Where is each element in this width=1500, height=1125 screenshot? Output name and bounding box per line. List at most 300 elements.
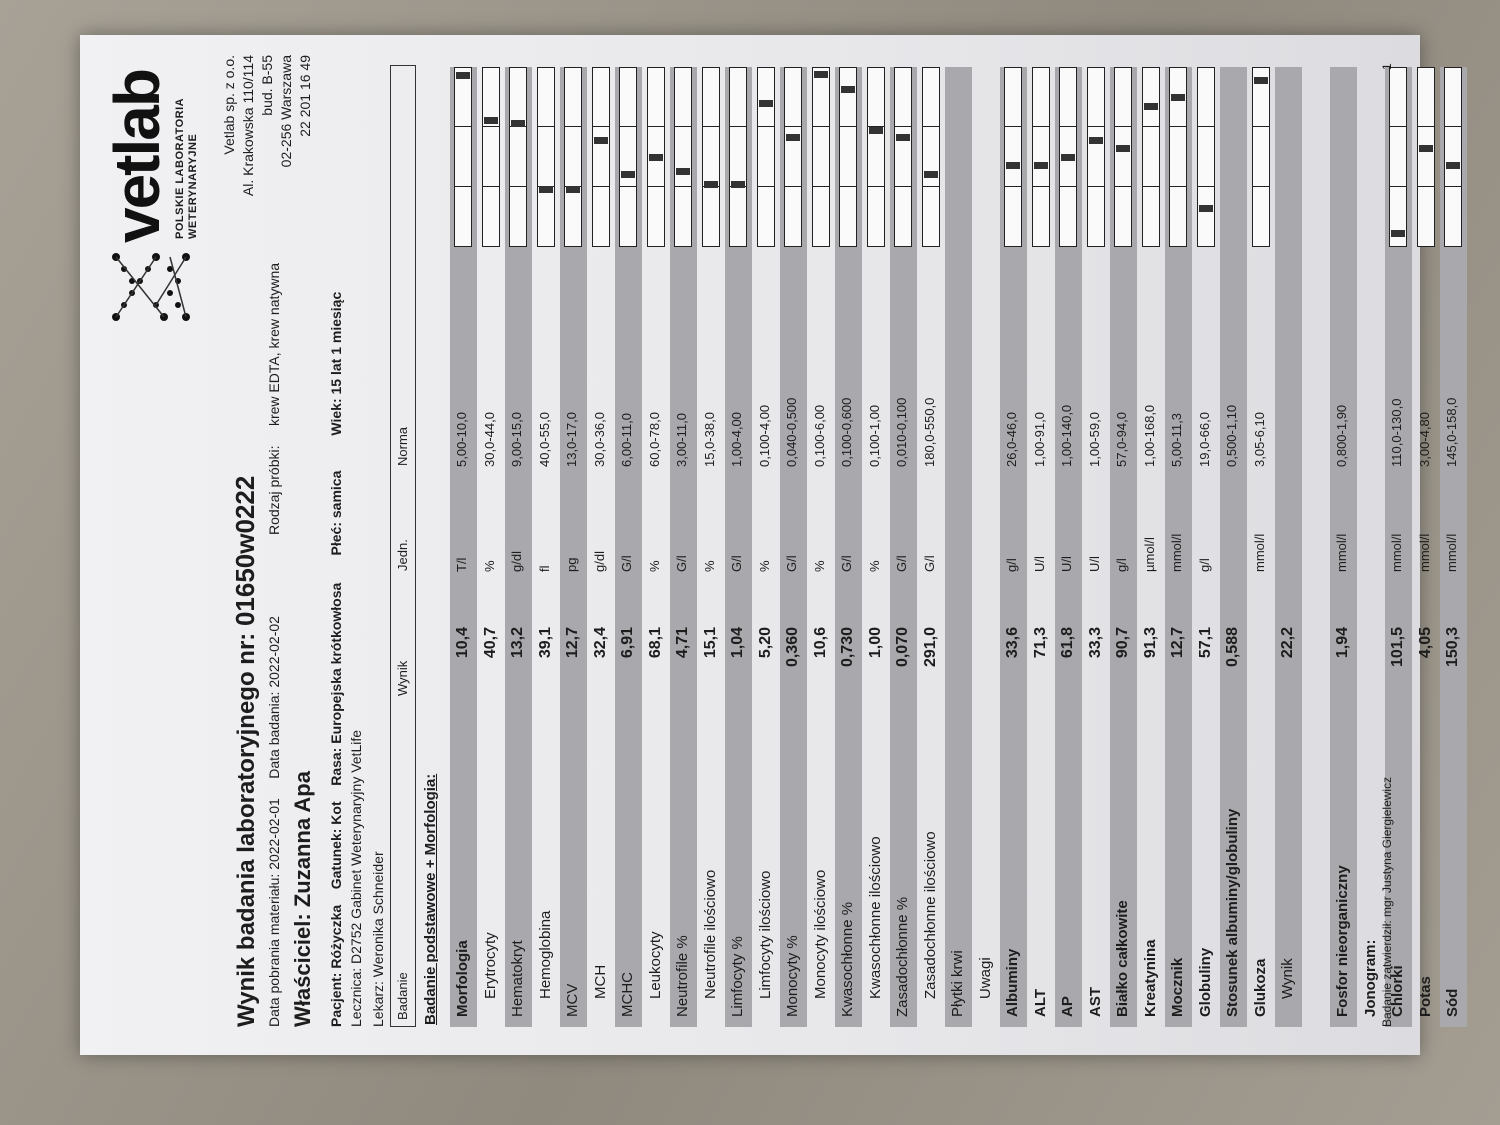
test-name: ALT [1031,988,1049,1017]
range-indicator [757,67,775,247]
range-mid-segment [840,126,856,188]
lab-report-sheet [80,35,1461,1055]
range-low-segment [1033,186,1049,246]
table-row [973,67,1000,1027]
report-title-label: Wynik badania laboratoryjnego nr: [233,632,260,1027]
table-row [1110,67,1137,1027]
range-mid-segment [1445,126,1461,188]
test-unit: G/l [619,555,634,572]
range-indicator [702,67,720,247]
range-marker [814,71,828,78]
range-indicator [592,67,610,247]
range-marker [759,100,773,107]
table-row [1055,67,1082,1027]
range-indicator [1252,67,1270,247]
range-mid-segment [1390,126,1406,188]
range-mid-segment [1253,126,1269,188]
range-low-segment [538,186,554,246]
test-unit: G/l [894,555,909,572]
test-result: 6,91 [619,627,636,659]
range-low-segment [1418,186,1434,246]
range-low-segment [730,186,746,246]
range-marker [924,171,938,178]
range-low-segment [593,186,609,246]
range-mid-segment [1115,126,1131,188]
range-low-segment [1060,186,1076,246]
sex-value: samica [328,470,344,519]
test-result: 22,2 [1279,627,1296,659]
range-low-segment [1253,186,1269,246]
lab-address-line: Vetlab sp. z o.o. [221,55,237,155]
test-unit: g/dl [591,551,607,572]
test-norm: 19,0-66,0 [1196,412,1212,467]
test-result: 0,360 [784,627,801,668]
range-low-segment [455,186,471,246]
range-indicator [812,67,830,247]
range-mid-segment [703,126,719,188]
range-marker [1144,103,1158,110]
test-unit: % [481,560,497,572]
test-name: Monocyty ilościowo [811,869,829,999]
range-mid-segment [1170,126,1186,188]
table-row [753,67,780,1027]
test-result: 291,0 [921,627,939,668]
test-name: Limfocyty ilościowo [756,870,774,999]
test-norm: 0,800-1,90 [1334,404,1349,467]
test-name: Uwagi [976,957,994,999]
table-row [1165,67,1192,1027]
range-indicator [1197,67,1215,247]
table-row [835,67,862,1027]
range-indicator [619,67,637,247]
test-norm: 5,00-11,3 [1169,413,1184,467]
test-name: Zasadochłonne % [894,896,911,1017]
test-norm: 0,100-4,00 [756,404,772,467]
test-result: 150,3 [1444,627,1461,668]
range-marker [1419,145,1433,152]
age-value: 15 lat 1 miesiąc [328,291,344,395]
range-mid-segment [758,126,774,188]
test-name: Morfologia [454,940,471,1017]
test-name: Stosunek albuminy/globuliny [1224,808,1241,1017]
range-indicator [894,67,912,247]
table-row [505,67,532,1027]
table-row [478,67,505,1027]
test-result: 61,8 [1059,627,1076,659]
test-name: Erytrocyty [481,932,499,999]
test-unit: G/l [784,555,799,572]
table-row [1000,67,1027,1027]
test-unit: mmol/l [1334,533,1349,572]
header-unit: Jedn. [395,539,410,571]
test-name: Białko całkowite [1114,900,1131,1017]
test-unit: µmol/l [1141,537,1157,572]
test-unit: pg [564,557,579,572]
test-norm: 6,00-11,0 [619,413,634,467]
range-mid-segment [593,126,609,188]
range-marker [869,127,883,134]
test-name: Globuliny [1196,947,1214,1017]
table-row [1193,67,1220,1027]
range-marker [484,117,498,124]
range-low-segment [1115,186,1131,246]
patient-label: Pacjent: [328,972,344,1027]
test-unit: G/l [839,555,854,572]
range-mid-segment [538,126,554,188]
table-row [780,67,807,1027]
range-marker [704,181,718,188]
breed-label: Rasa: [328,747,344,786]
test-unit: G/l [921,555,937,572]
test-unit: % [811,560,827,572]
range-mid-segment [1005,126,1021,188]
test-name: Neutrofile % [674,935,691,1017]
test-name: Potas [1416,976,1434,1017]
range-mid-segment [483,126,499,188]
test-norm: 110,0-130,0 [1389,398,1404,467]
sample-type-label: Rodzaj próbki: [266,445,282,535]
test-norm: 0,010-0,100 [894,397,909,467]
table-row [1138,67,1165,1027]
test-name: Wynik [1279,958,1296,999]
range-marker [731,181,745,188]
range-low-segment [813,186,829,246]
range-marker [1199,205,1213,212]
range-low-segment [1170,186,1186,246]
range-marker [594,137,608,144]
test-name: Limfocyty % [729,936,746,1017]
test-norm: 1,00-59,0 [1086,412,1102,467]
test-norm: 0,500-1,10 [1224,404,1239,467]
range-low-segment [483,186,499,246]
test-name: Płytki krwi [949,950,966,1017]
test-norm: 5,00-10,0 [454,412,469,467]
test-name: Sód [1444,988,1461,1017]
range-indicator [867,67,885,247]
range-low-segment [648,186,664,246]
table-row [588,67,615,1027]
range-indicator [1087,67,1105,247]
test-name: Zasadochłonne ilościowo [921,831,939,999]
test-result: 13,2 [509,627,526,659]
range-marker [1034,162,1048,169]
sample-type [266,263,282,535]
test-name: AP [1059,996,1076,1017]
report-dates [266,616,282,1027]
test-norm: 40,0-55,0 [536,412,552,467]
table-row [1028,67,1055,1027]
test-name: Hemoglobina [536,910,554,999]
test-result: 4,71 [674,627,691,659]
range-low-segment [703,186,719,246]
clinic-line: Lecznica: D2752 Gabinet Weterynaryjny VetLife [348,729,364,1027]
range-mid-segment [813,126,829,188]
patient-line [328,292,344,1027]
range-indicator [1417,67,1435,247]
range-indicator [1059,67,1077,247]
table-row [1330,67,1357,1027]
test-unit: mmol/l [1389,533,1404,572]
test-unit: mmol/l [1444,533,1459,572]
range-mid-segment [868,126,884,188]
range-mid-segment [1033,126,1049,188]
test-norm: 26,0-46,0 [1004,412,1019,467]
range-low-segment [675,186,691,246]
test-name: Kreatynina [1141,939,1159,1017]
test-norm: 1,00-168,0 [1141,404,1157,467]
range-indicator [1142,67,1160,247]
range-indicator [784,67,802,247]
table-row [1440,67,1467,1027]
species-value: Kot [328,801,344,825]
table-row [1303,67,1330,1027]
test-unit: mmol/l [1416,533,1432,572]
owner-name: Zuzanna Apa [290,771,315,908]
range-indicator [1389,67,1407,247]
lab-address [220,55,315,265]
test-norm: 180,0-550,0 [921,397,937,467]
test-name: Neutrofile ilościowo [701,869,719,999]
test-result: 0,730 [839,627,856,668]
range-indicator [922,67,940,247]
table-row [643,67,670,1027]
test-norm: 0,100-0,600 [839,397,854,467]
range-indicator [1114,67,1132,247]
test-unit: U/l [1031,556,1047,572]
test-unit: g/dl [509,551,524,572]
test-result: 15,1 [701,627,719,659]
test-unit: % [646,560,662,572]
test-unit: G/l [674,555,689,572]
test-name: Jonogram: [1361,939,1379,1017]
table-row [698,67,725,1027]
lab-address-line: 22 201 16 49 [297,55,313,137]
test-name: Kwasochłonne % [839,901,856,1017]
test-norm: 57,0-94,0 [1114,412,1129,467]
test-date: Data badania: 2022-02-02 [266,616,282,779]
test-name: Albuminy [1004,948,1021,1017]
table-header [390,65,416,1027]
range-indicator [1444,67,1462,247]
header-test: Badanie [395,972,410,1020]
range-mid-segment [620,126,636,188]
test-result: 1,94 [1334,627,1351,659]
test-norm: 0,100-1,00 [866,404,882,467]
page-number: 1 [1380,63,1394,70]
logo-subtitle-1: POLSKIE LABORATORIA [174,97,186,239]
range-marker [566,186,580,193]
sample-type-value: krew EDTA, krew natywna [266,262,282,427]
test-name: MCV [564,983,581,1017]
range-low-segment [1088,186,1104,246]
range-marker [841,86,855,93]
test-unit: g/l [1114,558,1129,572]
table-row [918,67,945,1027]
range-low-segment [1445,186,1461,246]
header-result: Wynik [395,660,410,696]
range-mid-segment [565,126,581,188]
range-low-segment [1005,186,1021,246]
range-indicator [839,67,857,247]
test-result: 10,4 [454,627,471,659]
dna-dots-icon [108,247,194,325]
doctor-line: Lekarz: Weronika Schneider [370,851,386,1027]
range-marker [649,154,663,161]
test-unit: mmol/l [1169,533,1184,572]
test-name: MCH [591,964,609,999]
range-mid-segment [1418,126,1434,188]
table-row [863,67,890,1027]
vetlab-logo [98,65,218,325]
test-result: 12,7 [564,627,581,659]
range-low-segment [758,186,774,246]
test-result: 1,04 [729,627,746,659]
lab-address-line: bud. B-55 [259,55,275,116]
test-norm: 145,0-158,0 [1444,397,1459,467]
test-result: 33,3 [1086,627,1104,659]
test-name: Monocyty % [784,935,801,1017]
range-marker [1061,154,1075,161]
table-row [1275,67,1302,1027]
range-indicator [564,67,582,247]
signature-line: Badanie zatwierdził: mgr Justyna Giergielewicz [1380,776,1394,1027]
range-mid-segment [510,126,526,188]
test-unit: T/l [454,557,469,572]
test-unit: U/l [1086,556,1102,572]
breed-value: Europejska krótkowłosa [328,582,344,744]
table-row [615,67,642,1027]
range-marker [1171,94,1185,101]
range-indicator [482,67,500,247]
table-row [1248,67,1275,1027]
test-norm: 1,00-140,0 [1059,404,1074,467]
range-low-segment [510,186,526,246]
range-marker [1446,162,1460,169]
range-low-segment [1198,186,1214,246]
test-unit: fl [536,565,552,572]
section-title: Badanie podstawowe + Morfologia: [422,773,439,1025]
test-norm: 9,00-15,0 [509,412,524,467]
test-name: Hematokryt [509,940,526,1017]
range-low-segment [923,186,939,246]
range-mid-segment [1143,126,1159,188]
range-marker [896,134,910,141]
test-result: 0,070 [894,627,911,668]
test-result: 33,6 [1004,627,1021,659]
patient-name: Różyczka [328,904,344,969]
test-result: 5,20 [756,627,774,659]
test-name: Glukoza [1251,958,1269,1017]
owner-label: Właściciel: [290,913,315,1027]
range-indicator [674,67,692,247]
range-mid-segment [730,126,746,188]
range-low-segment [895,186,911,246]
test-norm: 30,0-36,0 [591,412,607,467]
test-norm: 3,00-4,80 [1416,412,1432,467]
table-row [890,67,917,1027]
test-unit: % [866,560,882,572]
range-mid-segment [675,126,691,188]
range-marker [456,72,470,79]
test-result: 0,588 [1224,627,1241,668]
range-marker [539,186,553,193]
test-unit: mmol/l [1251,533,1267,572]
test-result: 91,3 [1141,627,1159,659]
range-low-segment [1390,186,1406,246]
range-marker [1116,145,1130,152]
header-norm: Norma [395,426,410,466]
report-title [230,476,261,1027]
test-result: 12,7 [1169,627,1186,659]
range-low-segment [1143,186,1159,246]
test-result: 1,00 [866,627,884,659]
test-result: 32,4 [591,627,609,659]
test-unit: % [756,560,772,572]
range-mid-segment [923,126,939,188]
range-marker [1006,162,1020,169]
test-result: 101,5 [1389,627,1406,668]
range-low-segment [785,186,801,246]
range-indicator [537,67,555,247]
lab-address-line: Al. Krakowska 110/114 [240,55,256,197]
owner-line [290,771,316,1027]
test-norm: 0,100-6,00 [811,404,827,467]
age-label: Wiek: [328,398,344,436]
test-result: 40,7 [481,627,499,659]
range-marker [676,168,690,175]
test-result: 10,6 [811,627,829,659]
range-low-segment [840,186,856,246]
test-unit: G/l [729,555,744,572]
table-row [450,67,477,1027]
lab-address-line: 02-256 Warszawa [278,55,294,168]
test-name: AST [1086,987,1104,1017]
sex-label: Płeć: [328,522,344,556]
range-mid-segment [1198,126,1214,188]
logo-wordmark: vetlab [101,70,173,243]
table-row [725,67,752,1027]
table-row [560,67,587,1027]
test-norm: 3,00-11,0 [674,413,689,467]
test-name: Chlorki [1389,965,1406,1017]
range-indicator [1169,67,1187,247]
species-label: Gatunek: [328,828,344,890]
table-row [670,67,697,1027]
test-norm: 13,0-17,0 [564,412,579,467]
test-norm: 0,040-0,500 [784,397,799,467]
test-result: 71,3 [1031,627,1049,659]
report-number: 01650w0222 [230,475,260,627]
test-name: Mocznik [1169,957,1186,1017]
table-row [533,67,560,1027]
table-row [1413,67,1440,1027]
test-unit: g/l [1196,558,1212,572]
range-marker [511,120,525,127]
test-result: 57,1 [1196,627,1214,659]
range-indicator [1004,67,1022,247]
test-unit: g/l [1004,558,1019,572]
range-indicator [729,67,747,247]
logo-subtitle-2: WETERYNARYJNE [187,133,199,239]
test-norm: 60,0-78,0 [646,412,662,467]
range-marker [621,171,635,178]
test-norm: 15,0-38,0 [701,412,717,467]
test-norm: 30,0-44,0 [481,412,497,467]
table-row [808,67,835,1027]
range-marker [786,134,800,141]
test-name: Kwasochłonne ilościowo [866,836,884,999]
test-result: 39,1 [536,627,554,659]
